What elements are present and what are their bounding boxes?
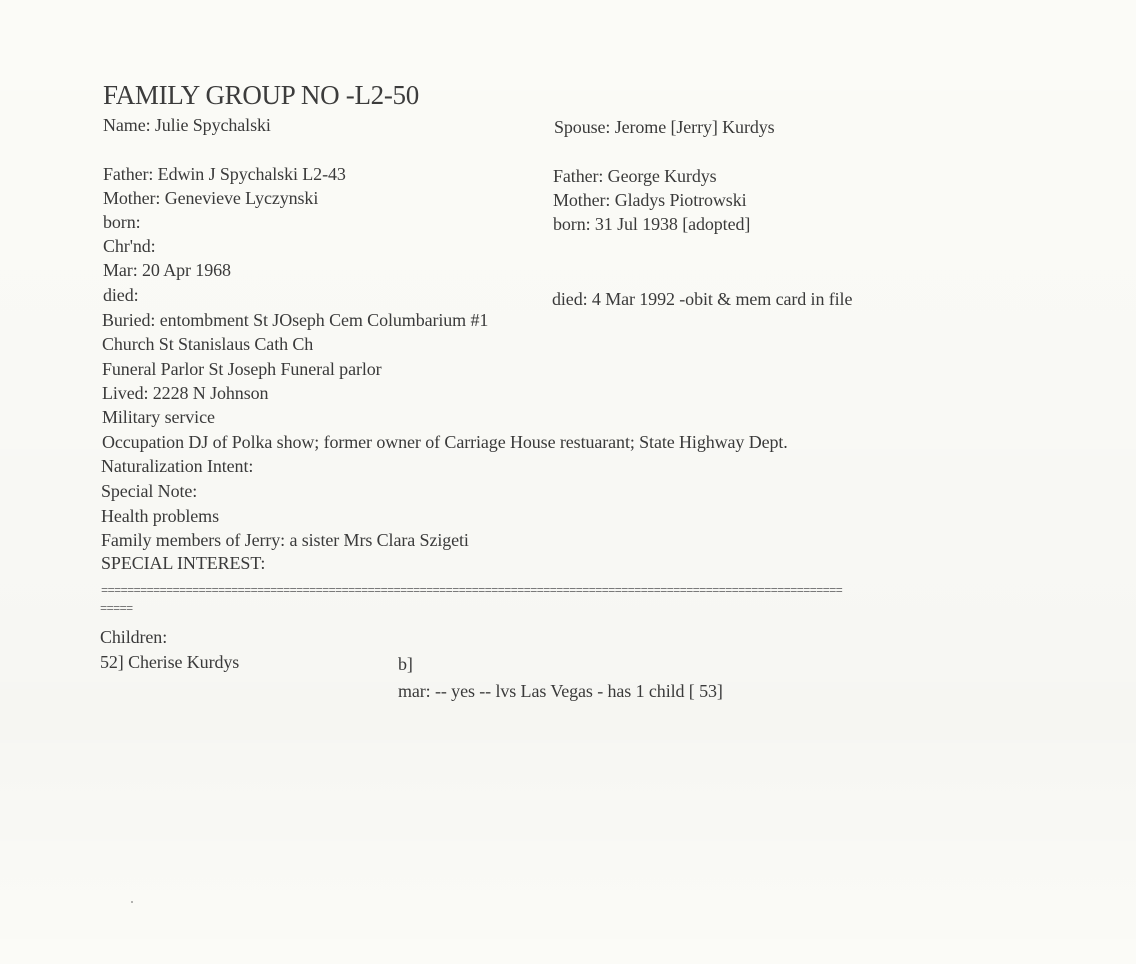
spouse-mother-field: Mother: Gladys Piotrowski (553, 190, 747, 210)
separator-line: ================================================================================================================== (101, 585, 843, 597)
buried-field: Buried: entombment St JOseph Cem Columbarium #1 (102, 310, 489, 330)
spouse-died-field: died: 4 Mar 1992 -obit & mem card in file (552, 289, 853, 309)
health-problems-field: Health problems (101, 506, 219, 526)
father-field: Father: Edwin J Spychalski L2-43 (103, 164, 346, 184)
child-born: b] (398, 654, 413, 674)
married-field: Mar: 20 Apr 1968 (103, 260, 231, 280)
christened-field: Chr'nd: (103, 236, 156, 256)
died-field: died: (103, 285, 139, 305)
child-name: 52] Cherise Kurdys (100, 652, 240, 672)
name-field: Name: Julie Spychalski (103, 115, 271, 135)
page-title: FAMILY GROUP NO -L2-50 (103, 80, 419, 110)
special-interest-field: SPECIAL INTEREST: (101, 553, 266, 573)
scan-speck (131, 901, 133, 903)
spouse-father-field: Father: George Kurdys (553, 166, 717, 186)
child-marriage: mar: -- yes -- lvs Las Vegas - has 1 child [ 53] (398, 681, 723, 701)
mother-field: Mother: Genevieve Lyczynski (103, 188, 319, 208)
family-members-field: Family members of Jerry: a sister Mrs Clara Szigeti (101, 530, 469, 550)
spouse-born-field: born: 31 Jul 1938 [adopted] (553, 214, 751, 234)
separator-line-continued: ===== (100, 603, 133, 615)
spouse-field: Spouse: Jerome [Jerry] Kurdys (554, 117, 775, 137)
occupation-field: Occupation DJ of Polka show; former owner of Carriage House restuarant; State Highway Dept. (102, 432, 788, 452)
special-note-field: Special Note: (101, 481, 198, 501)
naturalization-field: Naturalization Intent: (101, 456, 254, 476)
funeral-parlor-field: Funeral Parlor St Joseph Funeral parlor (102, 359, 382, 379)
military-service-field: Military service (102, 407, 215, 427)
children-header: Children: (100, 627, 168, 647)
church-field: Church St Stanislaus Cath Ch (102, 334, 314, 354)
lived-field: Lived: 2228 N Johnson (102, 383, 269, 403)
born-field: born: (103, 212, 141, 232)
